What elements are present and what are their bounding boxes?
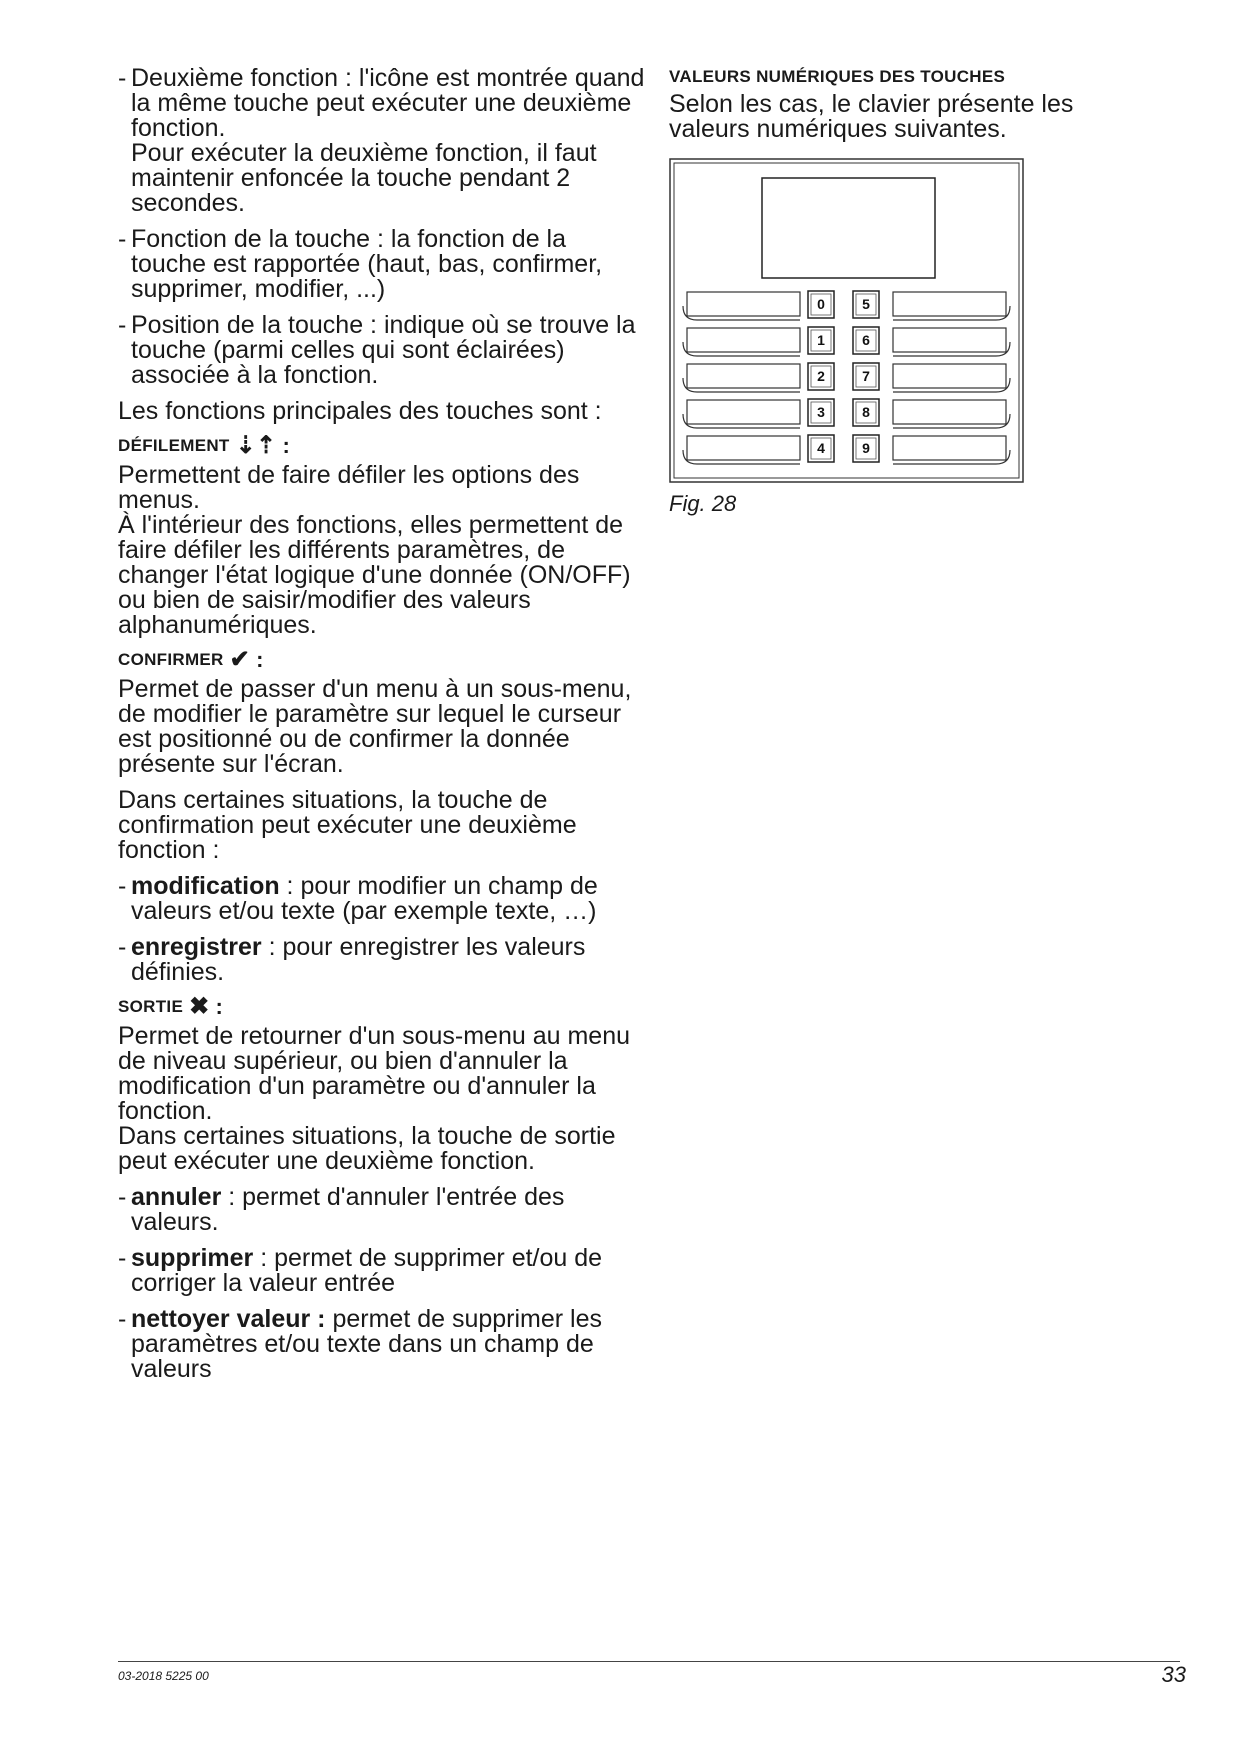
bullet-dash: - (118, 933, 127, 961)
keypad-key-label: 2 (817, 368, 825, 384)
sortie-paragraph-2: Dans certaines situations, la touche de sortie peut exécuter une deuxième fonction. (118, 1122, 616, 1175)
keypad-key-label: 1 (817, 332, 825, 348)
keypad-right-key-bracket (893, 414, 1010, 428)
bullet-text: Fonction de la touche : la fonction de la touche est rapportée (haut, bas, confirmer, supprimer, modifier, ...) (131, 225, 603, 303)
bullet-enregistrer (118, 935, 648, 985)
keypad-key-label: 0 (817, 296, 825, 312)
keypad-left-wide-key (687, 436, 800, 460)
keypad-right-wide-key (893, 292, 1006, 316)
checkmark-icon: ✔ (229, 646, 251, 673)
heading-colon: : (282, 433, 291, 458)
keypad-key-label: 4 (817, 440, 825, 456)
bullet-dash: - (118, 64, 127, 92)
bullet-text: : pour modifier un champ de valeurs et/ou texte (par exemple texte, …) (131, 872, 598, 925)
keypad-left-key-bracket (683, 414, 800, 428)
keypad-left-wide-key (687, 328, 800, 352)
keypad-display-screen (762, 178, 935, 278)
arrows-up-down-icon: ⇣⇡ (235, 432, 277, 459)
keypad-left-wide-key (687, 364, 800, 388)
defilement-paragraph-2: À l'intérieur des fonctions, elles permettent de faire défiler les différents paramètres, de changer l'état logique d'une donnée (ON/OFF) ou bien de saisir/modifier des valeurs alphanumériques. (118, 511, 631, 639)
confirmer-paragraph-2: Dans certaines situations, la touche de confirmation peut exécuter une deuxième fonction : (118, 786, 577, 864)
keypad-right-key-bracket (893, 450, 1010, 464)
heading-text: DÉFILEMENT (118, 436, 230, 455)
bullet-dash: - (118, 872, 127, 900)
keypad-right-key-bracket (893, 306, 1010, 320)
bullet-supprimer (118, 1246, 648, 1296)
sortie-paragraph-1: Permet de retourner d'un sous-menu au menu de niveau supérieur, ou bien d'annuler la modification d'un paramètre ou d'annuler la fonction. (118, 1022, 630, 1125)
bullet-nettoyer-valeur (118, 1307, 648, 1382)
bullet-dash: - (118, 1305, 127, 1333)
keypad-key-label: 6 (862, 332, 870, 348)
bullet-dash: - (118, 225, 127, 253)
keypad-key-label: 7 (862, 368, 870, 384)
keypad-left-key-bracket (683, 450, 800, 464)
bullet-text: : permet d'annuler l'entrée des valeurs. (131, 1183, 565, 1236)
bullet-annuler (118, 1185, 648, 1235)
keypad-figure (669, 158, 1024, 483)
heading-defilement (118, 432, 648, 459)
keypad-left-key-bracket (683, 306, 800, 320)
keypad-values-intro: Selon les cas, le clavier présente les valeurs numériques suivantes. (669, 90, 1074, 143)
bullet-key-position (118, 313, 648, 388)
keypad-key-label: 3 (817, 404, 825, 420)
keypad-values-heading: VALEURS NUMÉRIQUES DES TOUCHES (669, 67, 1006, 86)
keypad-right-wide-key (893, 328, 1006, 352)
bullet-bold-term: annuler (131, 1183, 222, 1211)
heading-colon: : (256, 647, 264, 672)
footer-document-code: 03-2018 5225 00 (118, 1669, 209, 1683)
intro-paragraph: Les fonctions principales des touches sont : (118, 397, 602, 425)
defilement-paragraph-1: Permettent de faire défiler les options des menus. (118, 461, 580, 514)
bullet-text: : l'icône est montrée quand la même touche peut exécuter une deuxième fonction. (131, 64, 645, 142)
keypad-left-key-bracket (683, 342, 800, 356)
right-column (669, 66, 1159, 517)
bullet-text: : pour enregistrer les valeurs définies. (131, 933, 586, 986)
bullet-modification (118, 874, 648, 924)
bullet-text-continued: Pour exécuter la deuxième fonction, il faut maintenir enfoncée la touche pendant 2 secondes. (131, 139, 597, 217)
left-column (118, 66, 648, 1393)
keypad-right-wide-key (893, 436, 1006, 460)
bullet-dash: - (118, 311, 127, 339)
keypad-right-wide-key (893, 400, 1006, 424)
heading-text: CONFIRMER (118, 650, 224, 669)
keypad-left-key-bracket (683, 378, 800, 392)
heading-text: SORTIE (118, 997, 184, 1016)
bullet-key-function (118, 227, 648, 302)
keypad-right-wide-key (893, 364, 1006, 388)
keypad-key-label: 5 (862, 296, 870, 312)
bullet-label: Deuxième fonction (131, 64, 339, 92)
keypad-right-key-bracket (893, 342, 1010, 356)
bullet-bold-term: supprimer (131, 1244, 254, 1272)
bullet-dash: - (118, 1183, 127, 1211)
bullet-text: : permet de supprimer et/ou de corriger la valeur entrée (131, 1244, 603, 1297)
heading-colon: : (215, 994, 224, 1019)
bullet-text: Position de la touche : indique où se trouve la touche (parmi celles qui sont éclairées) associée à la fonction. (131, 311, 636, 389)
keypad-left-wide-key (687, 400, 800, 424)
keypad-left-wide-key (687, 292, 800, 316)
confirmer-paragraph-1: Permet de passer d'un menu à un sous-menu, de modifier le paramètre sur lequel le curseur est positionné ou de confirmer la donnée présente sur l'écran. (118, 675, 632, 778)
bullet-bold-term: nettoyer valeur : (131, 1305, 326, 1333)
keypad-key-label: 8 (862, 404, 870, 420)
footer-divider (118, 1661, 1180, 1662)
keypad-key-label: 9 (862, 440, 870, 456)
keypad-diagram (669, 158, 1024, 483)
bullet-bold-term: enregistrer (131, 933, 262, 961)
page-number: 33 (1161, 1662, 1186, 1687)
bullet-bold-term: modification (131, 872, 280, 900)
keypad-right-key-bracket (893, 378, 1010, 392)
heading-sortie (118, 993, 648, 1020)
bullet-dash: - (118, 1244, 127, 1272)
cross-icon: ✖ (189, 993, 210, 1020)
figure-caption: Fig. 28 (669, 491, 737, 516)
bullet-text: permet de supprimer les paramètres et/ou texte dans un champ de valeurs (131, 1305, 603, 1383)
bullet-second-function (118, 66, 648, 216)
heading-confirmer (118, 646, 648, 673)
